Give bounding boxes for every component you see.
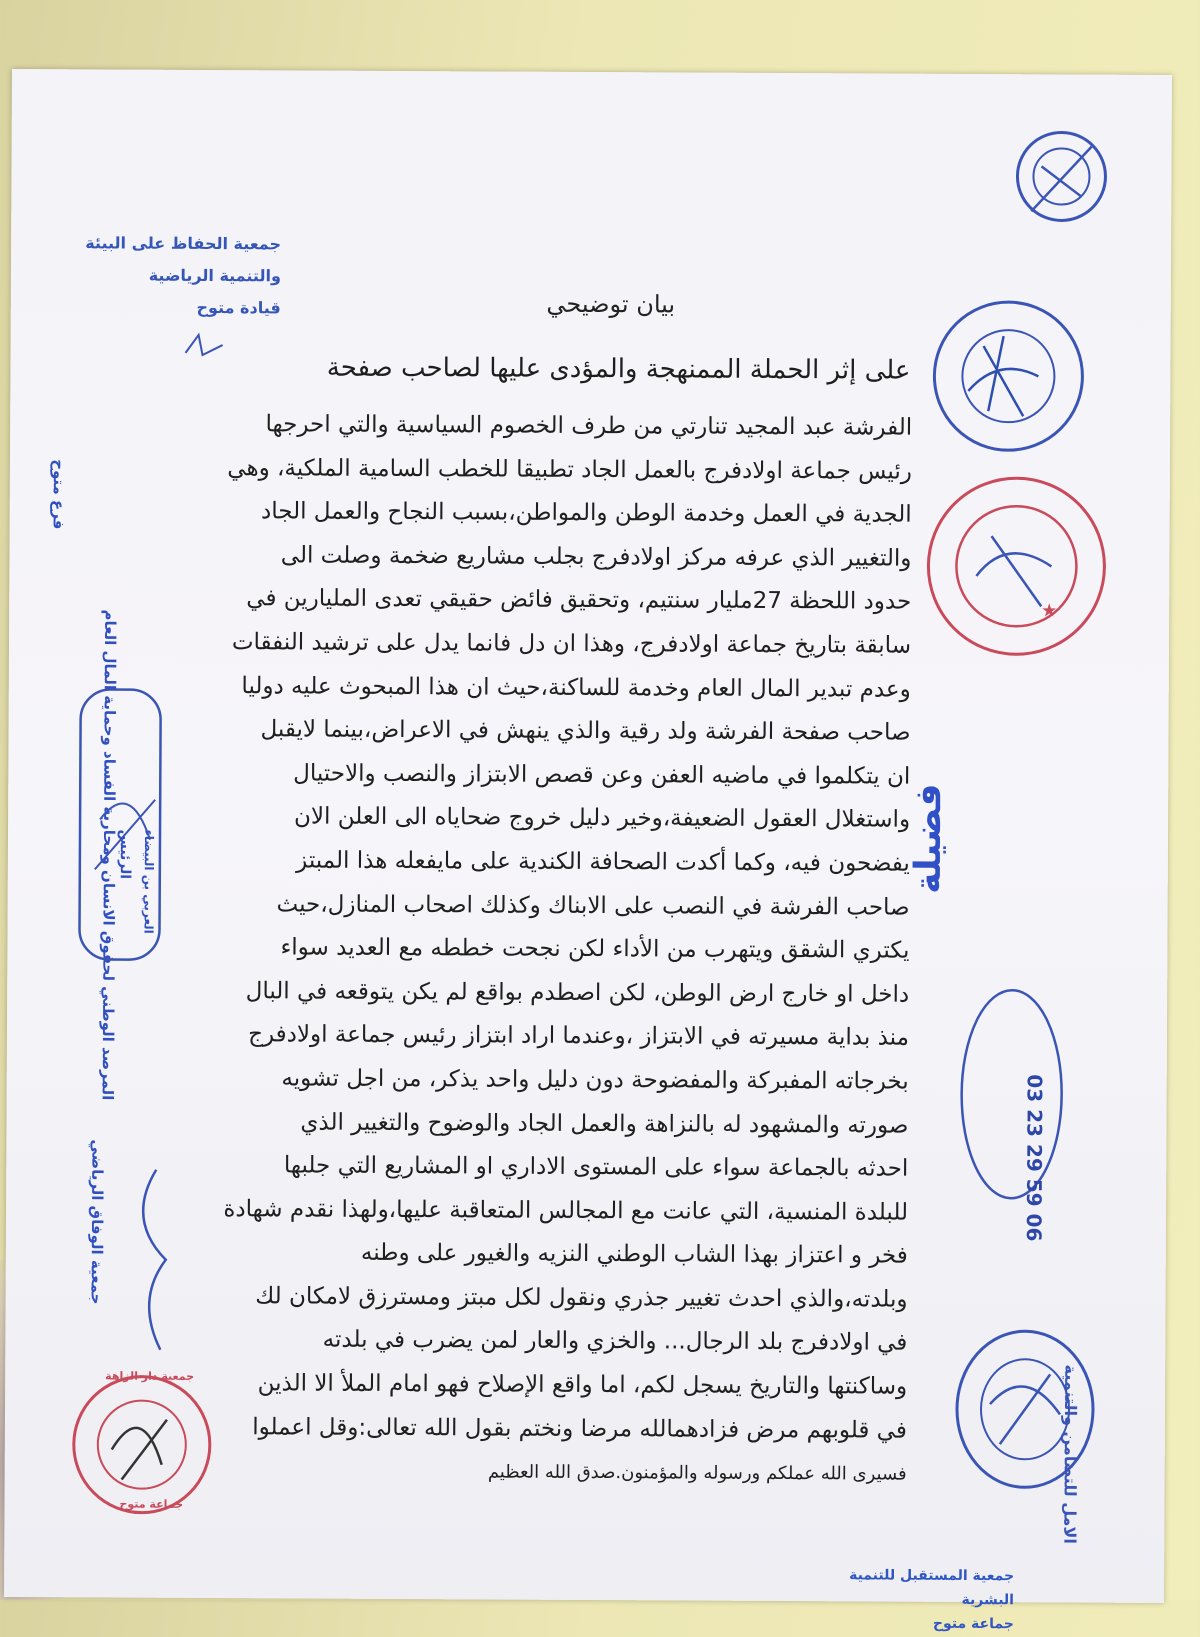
body-line: داخل او خارج ارض الوطن، لكن اصطدم بواقع لم يكن يتوقعه في البال <box>245 977 910 1008</box>
left-vertical-org: المرصد الوطني لحقوق الانسان ومحاربة الفساد وحماية المال العام <box>98 609 120 1101</box>
left-stamp-president: الرئيس <box>116 829 134 880</box>
body-line: صاحب صفحة الفرشة ولد رقية والذي ينهش في الاعراض،بينما لايقبل <box>260 716 911 746</box>
body-line: واستغلال العقول الضعيفة،وخير دليل خروج ضحاياه الى العلن الان <box>293 803 911 834</box>
body-line: حدود اللحظة 27مليار سنتيم، وتحقيق فائض حقيقي تعدى المليارين في <box>246 585 912 616</box>
left-red-stamp-loc: جماعة متوح <box>119 1497 184 1511</box>
body-line: فخر و اعتزاز بهذا الشاب الوطني النزيه والغيور على وطنه <box>360 1240 908 1269</box>
body-line: فسيرى الله عملكم ورسوله والمؤمنون.صدق الله العظيم <box>487 1461 907 1485</box>
body-line: سابقة بتاريخ جماعة اولادفرج، وهذا ان دل فانما يدل على ترشيد النفقات <box>231 629 912 659</box>
footer-line2: البشرية <box>961 1591 1015 1609</box>
right-vertical-phone: 06 59 29 23 03 <box>1021 1074 1047 1242</box>
document-body <box>117 403 913 1497</box>
left-signature <box>115 1160 196 1360</box>
left-vertical-assoc: جمعية الوفاق الرياضي <box>87 1139 107 1305</box>
right-vertical-name: فضيلة <box>907 783 950 894</box>
body-line: رئيس جماعة اولادفرج بالعمل الجاد تطبيقا للخطب السامية الملكية، وهي <box>227 454 912 485</box>
body-line: صاحب الفرشة في النصب على الابناك وكذلك اصحاب المنازل،حيث <box>276 890 910 921</box>
header-org-line3: قيادة متوح <box>196 297 281 318</box>
stamp-red-round <box>921 466 1112 667</box>
left-red-stamp-label: جمعية دار الزاهة <box>105 1369 195 1383</box>
body-line: منذ بداية مسيرته في الابتزاز ،وعندما اراد ابتزاز رئيس جماعة اولادفرج <box>248 1021 910 1051</box>
right-vertical-assoc: الامل للتضامن والتنمية <box>1060 1364 1081 1544</box>
stamp-right-oval <box>951 984 1072 1205</box>
svg-text:★: ★ <box>1041 600 1058 622</box>
body-line: بخرجاته المفبركة والمفضوحة دون دليل واحد يذكر، من اجل تشويه <box>281 1065 909 1095</box>
body-line: وبلدته،والذي احدث تغيير جذري ونقول لكل مبتز ومسترزق لامكان لك <box>255 1283 908 1313</box>
body-line: وعدم تبدير المال العام وخدمة للساكنة،حيث ان هذا المبحوث عليه دوليا <box>241 672 911 703</box>
stamp-top-right <box>1011 126 1112 227</box>
body-line: الجدية في العمل وخدمة الوطن والمواطن،بسبب النجاح والعمل الجاد <box>260 498 912 528</box>
stamp-left-rect <box>69 679 181 970</box>
body-line: صورته والمشهود له بالنزاهة والعمل الجاد والوضوح والتغيير الذي <box>300 1108 909 1139</box>
body-line: يفضحون فيه، وكما أكدت الصحافة الكندية على مايفعله هذا المبتز <box>296 847 910 877</box>
body-line: في اولادفرج بلد الرجال... والخزي والعار لمن يضرب في بلدته <box>322 1327 908 1357</box>
footer-line3: جماعة متوح <box>932 1615 1014 1633</box>
body-line: ان يتكلموا في ماضيه العفن وعن قصص الابتزاز والنصب والاحتيال <box>293 760 911 790</box>
footer-line1: جمعية المستقبل للتنمية <box>849 1567 1015 1585</box>
document-page <box>4 69 1172 1633</box>
document-subtitle: على إثر الحملة الممنهجة والمؤدى عليها لصاحب صفحة <box>326 352 911 386</box>
document-title: بيان توضيحي <box>546 289 676 319</box>
body-line: للبلدة المنسية، التي عانت مع المجالس المتعاقبة عليها،ولهذا نقدم شهادة <box>223 1195 909 1226</box>
body-line: يكتري الشقق ويتهرب من الأداء لكن نجحت خططه مع العديد سواء <box>280 934 910 964</box>
stamp-blue-round <box>928 296 1089 457</box>
header-org-line1: جمعية الحفاظ على البيئة <box>85 233 282 254</box>
left-stamp-location: العربي بن البيضاء <box>141 829 157 934</box>
left-vertical-branch: فرع متوح <box>49 459 68 530</box>
body-line: احدثه بالجماعة سواء على المستوى الاداري او المشاريع التي جلبها <box>283 1152 909 1182</box>
body-line: والتغيير الذي عرفه مركز اولادفرج بجلب مشاريع ضخمة وصلت الى <box>280 542 912 572</box>
header-signature <box>180 325 230 365</box>
body-line: في قلوبهم مرض فزادهمالله مرضا ونختم بقول الله تعالى:وقل اعملوا <box>252 1413 907 1444</box>
body-line: الفرشة عبد المجيد تنارتي من طرف الخصوم السياسية والتي احرجها <box>265 411 913 441</box>
body-line: وساكنتها والتاريخ يسجل لكم، اما واقع الإصلاح فهو امام الملأ الا الذين <box>257 1370 908 1400</box>
header-org-line2: والتنمية الرياضية <box>148 265 281 286</box>
